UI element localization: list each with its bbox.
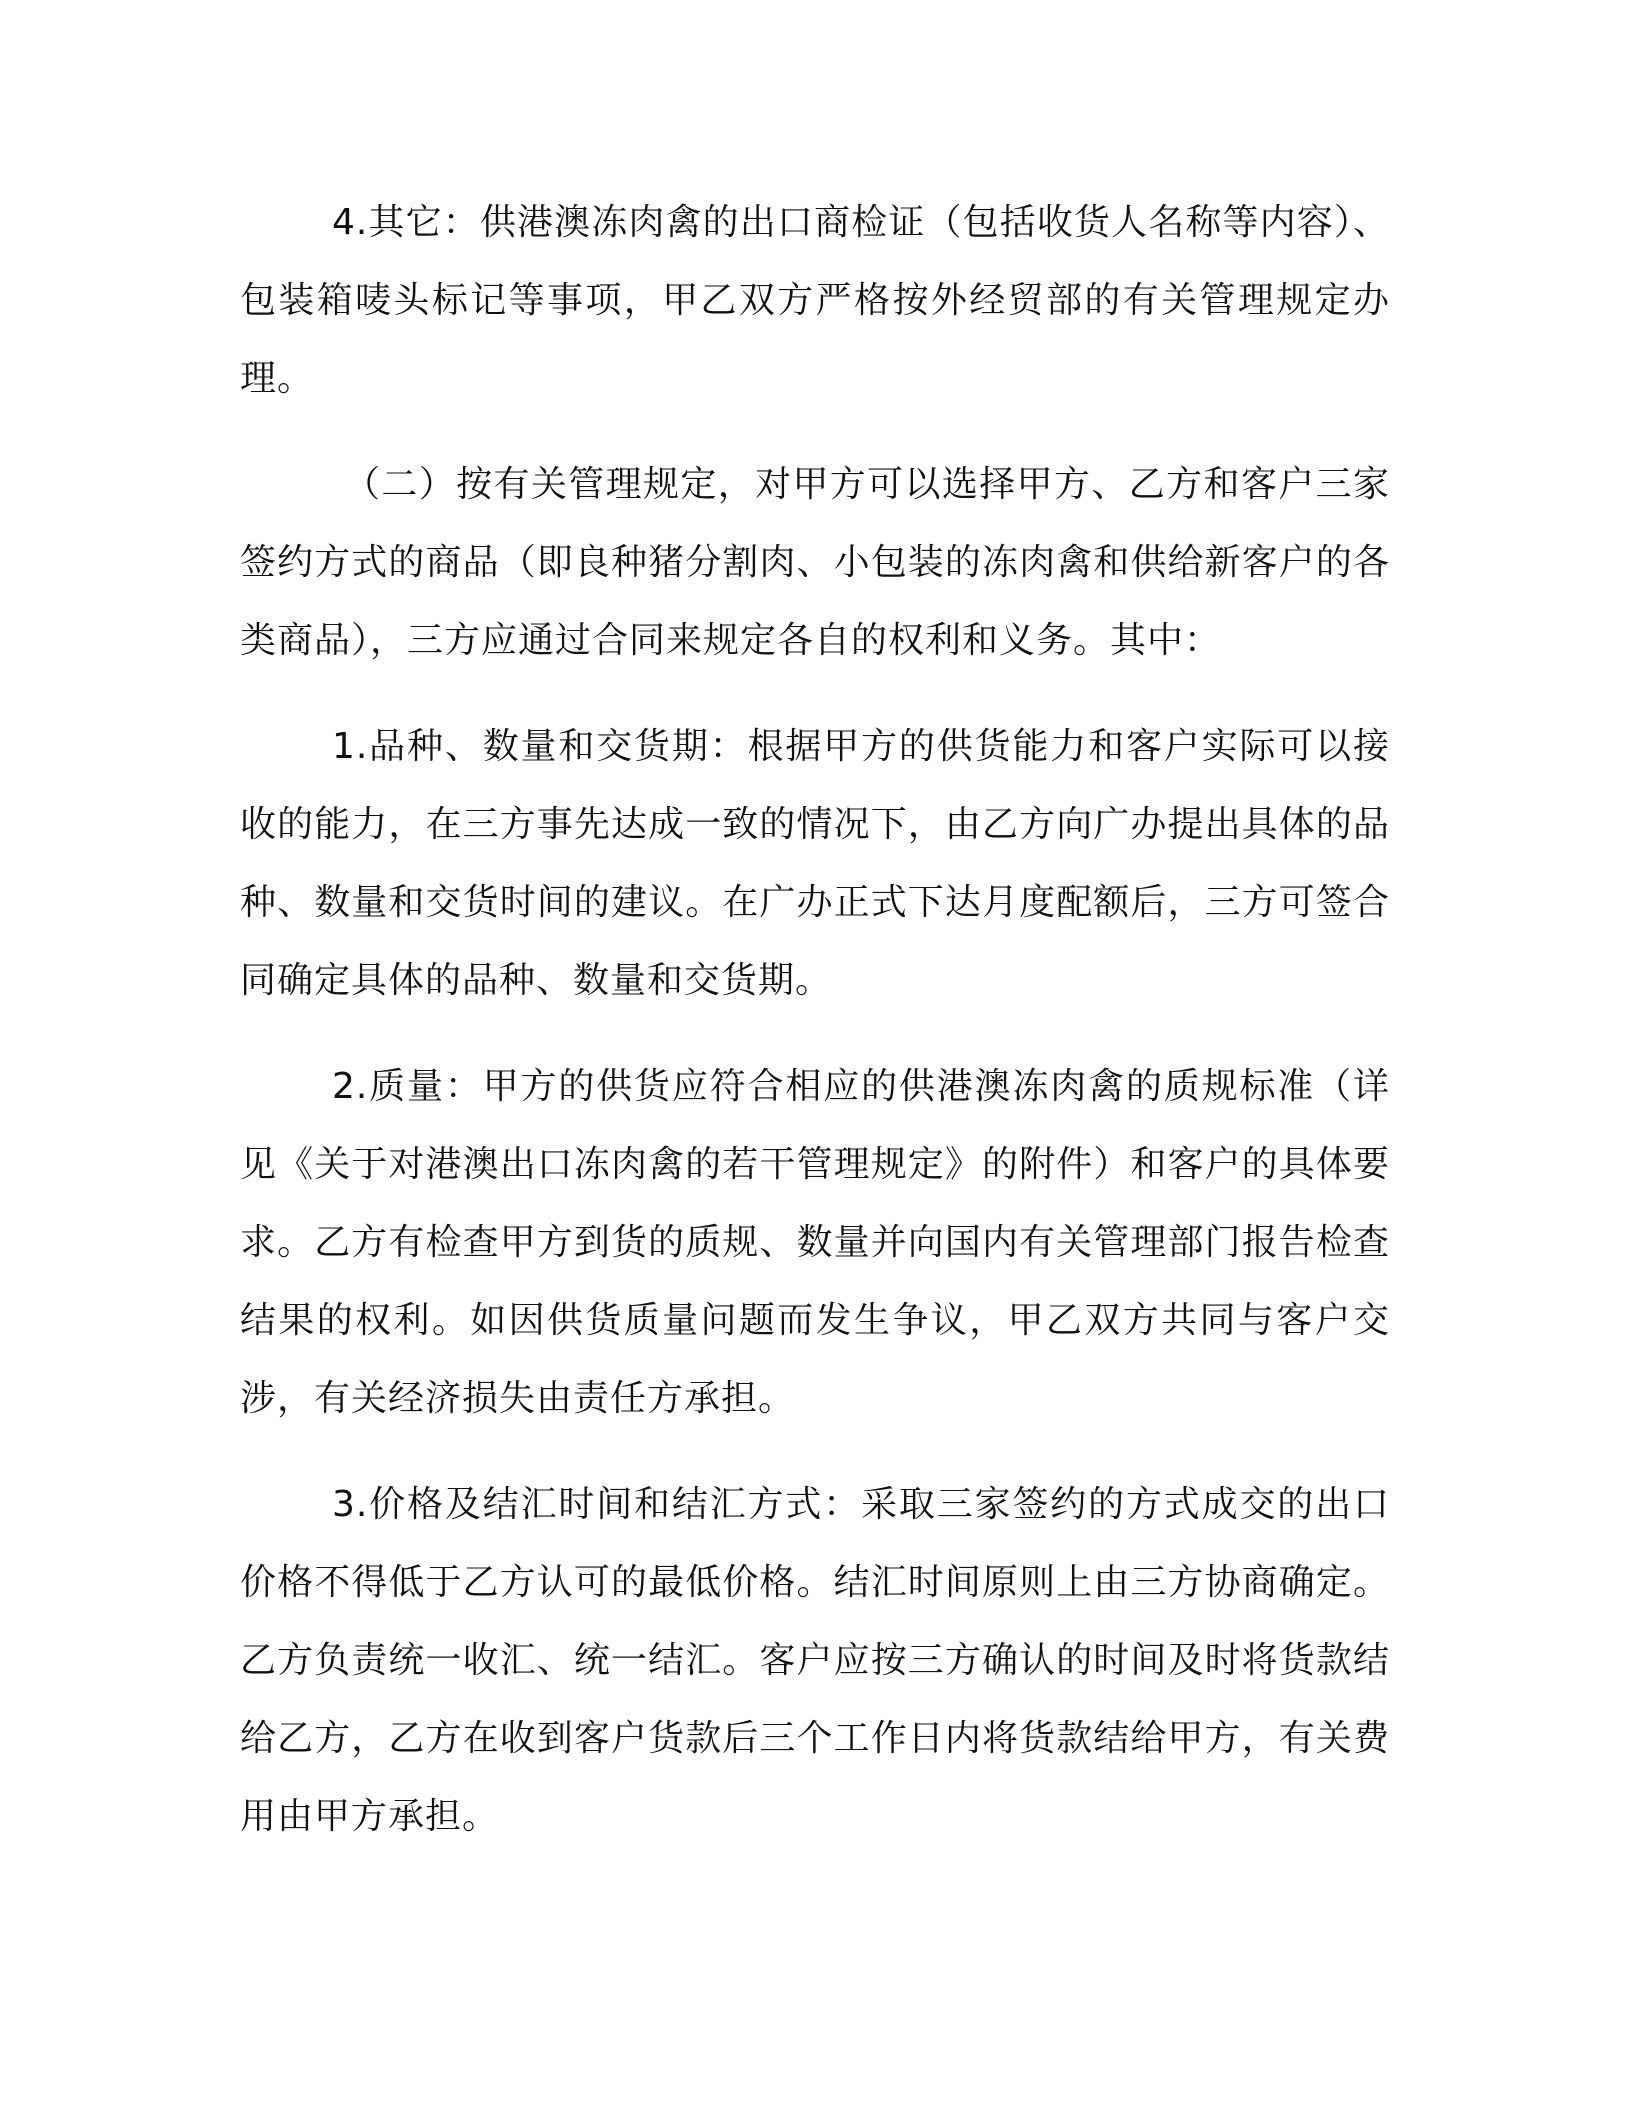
section-2-heading-paragraph: （二）按有关管理规定，对甲方可以选择甲方、乙方和客户三家签约方式的商品（即良种猪分割肉、小包装的冻肉禽和供给新客户的各类商品），三方应通过合同来规定各自的权利和义务。其中： xyxy=(240,464,1390,661)
document-body xyxy=(240,184,1390,1884)
clause-1-variety-quantity-delivery: 1.品种、数量和交货期：根据甲方的供货能力和客户实际可以接收的能力，在三方事先达成一致的情况下，由乙方向广办提出具体的品种、数量和交货时间的建议。在广办正式下达月度配额后，三方可签合同确定具体的品种、数量和交货期。 xyxy=(240,726,1390,1001)
clause-3-price-settlement: 3.价格及结汇时间和结汇方式：采取三家签约的方式成交的出口价格不得低于乙方认可的最低价格。结汇时间原则上由三方协商确定。乙方负责统一收汇、统一结汇。客户应按三方确认的时间及时将货款结给乙方，乙方在收到客户货款后三个工作日内将货款结给甲方，有关费用由甲方承担。 xyxy=(240,1484,1390,1837)
clause-4-other: 4.其它：供港澳冻肉禽的出口商检证（包括收货人名称等内容）、包装箱唛头标记等事项，甲乙双方严格按外经贸部的有关管理规定办理。 xyxy=(240,202,1390,399)
clause-2-quality: 2.质量：甲方的供货应符合相应的供港澳冻肉禽的质规标准（详见《关于对港澳出口冻肉禽的若干管理规定》的附件）和客户的具体要求。乙方有检查甲方到货的质规、数量并向国内有关管理部门报告检查结果的权利。如因供货质量问题而发生争议，甲乙双方共同与客户交涉，有关经济损失由责任方承担。 xyxy=(240,1066,1390,1419)
